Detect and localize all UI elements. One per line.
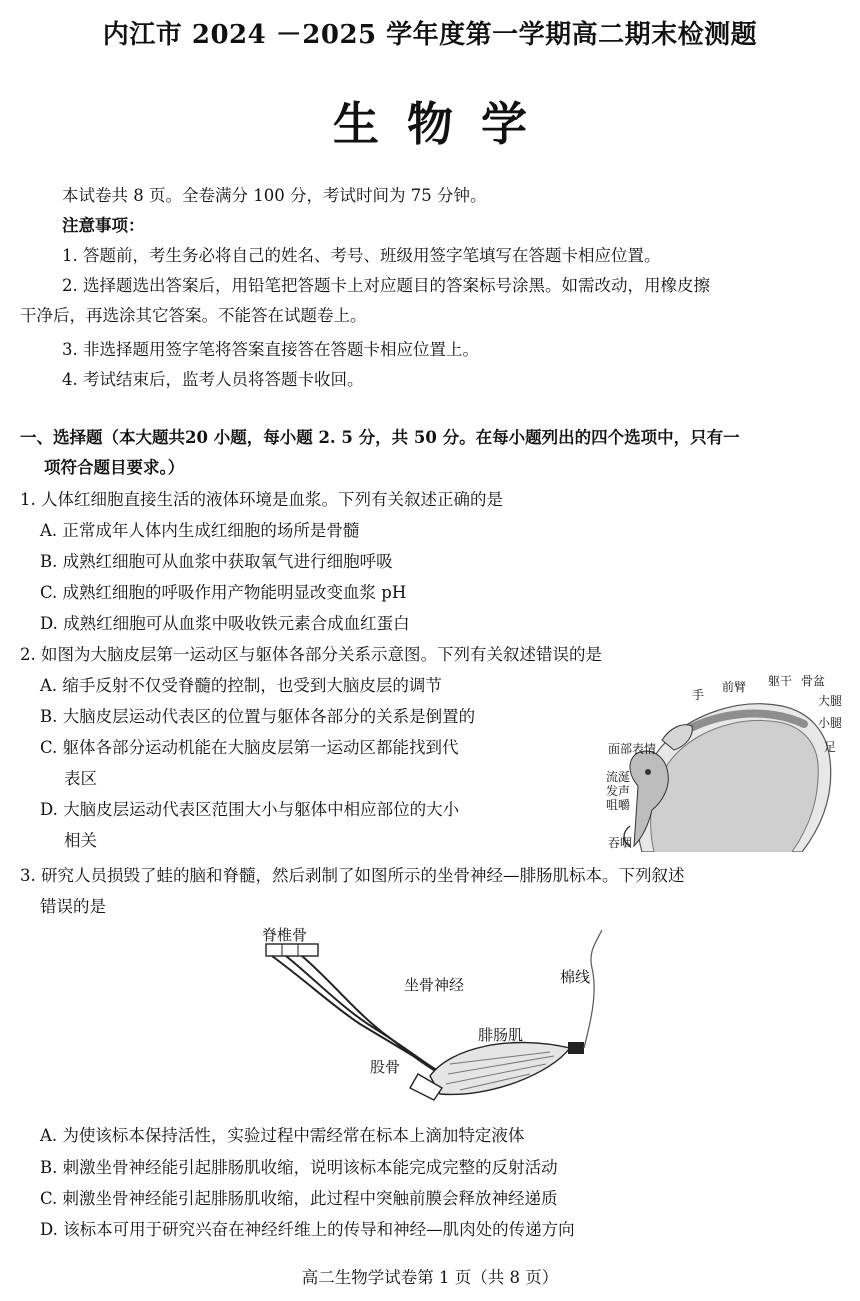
note-4: 4. 考试结束后，监考人员将答题卡收回。 bbox=[62, 370, 364, 389]
label-face: 面部表情 bbox=[608, 742, 657, 756]
label-spine: 脊椎骨 bbox=[262, 926, 308, 944]
specimen-illustration bbox=[250, 924, 620, 1114]
label-shank: 小腿 bbox=[818, 716, 843, 730]
q2-option-d-cont: 相关 bbox=[64, 831, 97, 850]
section-heading-cont: 项符合题目要求。） bbox=[44, 458, 185, 477]
label-femur: 股骨 bbox=[370, 1058, 401, 1076]
note-3: 3. 非选择题用签字笔将答案直接答在答题卡相应位置上。 bbox=[62, 340, 479, 359]
q1-option-a: A. 正常成年人体内生成红细胞的场所是骨髓 bbox=[40, 521, 360, 540]
subject-title: 生物学 bbox=[333, 97, 555, 151]
label-pelvis: 骨盆 bbox=[801, 674, 826, 688]
q2-option-b: B. 大脑皮层运动代表区的位置与躯体各部分的关系是倒置的 bbox=[40, 707, 476, 726]
notes-heading: 注意事项： bbox=[62, 216, 145, 235]
page-footer: 高二生物学试卷第 1 页（共 8 页） bbox=[301, 1268, 559, 1287]
label-hand: 手 bbox=[692, 688, 705, 702]
q3-stem: 3. 研究人员损毁了蛙的脑和脊髓，然后剥制了如图所示的坐骨神经—腓肠肌标本。下列叙述 bbox=[20, 866, 685, 885]
brain-section-illustration bbox=[582, 676, 842, 852]
label-swallow: 吞咽 bbox=[608, 836, 633, 850]
q3-option-b: B. 刺激坐骨神经能引起腓肠肌收缩，说明该标本能完成完整的反射活动 bbox=[40, 1158, 558, 1177]
label-thigh: 大腿 bbox=[818, 694, 843, 708]
note-2: 2. 选择题选出答案后，用铅笔把答题卡上对应题目的答案标号涂黑。如需改动，用橡皮擦 bbox=[62, 276, 710, 295]
q3-option-a: A. 为使该标本保持活性，实验过程中需经常在标本上滴加特定液体 bbox=[40, 1126, 525, 1145]
q2-option-d: D. 大脑皮层运动代表区范围大小与躯体中相应部位的大小 bbox=[40, 800, 460, 819]
label-muscle: 腓肠肌 bbox=[478, 1026, 524, 1044]
q3-option-c: C. 刺激坐骨神经能引起腓肠肌收缩，此过程中突触前膜会释放神经递质 bbox=[40, 1189, 558, 1208]
q3-stem-cont: 错误的是 bbox=[40, 897, 106, 916]
q1-option-d: D. 成熟红细胞可从血浆中吸收铁元素合成血红蛋白 bbox=[40, 614, 410, 633]
nerve-muscle-figure bbox=[250, 924, 620, 1114]
exam-title: 内江市 2024 －2025 学年度第一学期高二期末检测题 bbox=[102, 20, 758, 50]
q1-option-c: C. 成熟红细胞的呼吸作用产物能明显改变血浆 pH bbox=[40, 583, 407, 602]
q2-option-c: C. 躯体各部分运动机能在大脑皮层第一运动区都能找到代 bbox=[40, 738, 459, 757]
label-sciatic-nerve: 坐骨神经 bbox=[404, 976, 465, 994]
q3-option-d: D. 该标本可用于研究兴奋在神经纤维上的传导和神经—肌肉处的传递方向 bbox=[40, 1220, 575, 1239]
q1-stem: 1. 人体红细胞直接生活的液体环境是血浆。下列有关叙述正确的是 bbox=[20, 490, 503, 509]
q2-stem: 2. 如图为大脑皮层第一运动区与躯体各部分关系示意图。下列有关叙述错误的是 bbox=[20, 645, 602, 664]
label-trunk: 躯干 bbox=[768, 674, 793, 688]
label-foot: 足 bbox=[824, 740, 837, 754]
label-thread: 棉线 bbox=[560, 968, 591, 986]
q1-option-b: B. 成熟红细胞可从血浆中获取氧气进行细胞呼吸 bbox=[40, 552, 393, 571]
intro-line: 本试卷共 8 页。全卷满分 100 分，考试时间为 75 分钟。 bbox=[62, 186, 487, 205]
label-chew: 咀嚼 bbox=[606, 798, 631, 812]
note-1: 1. 答题前，考生务必将自己的姓名、考号、班级用签字笔填写在答题卡相应位置。 bbox=[62, 246, 661, 265]
motor-cortex-figure bbox=[582, 676, 842, 852]
q2-option-a: A. 缩手反射不仅受脊髓的控制，也受到大脑皮层的调节 bbox=[40, 676, 442, 695]
note-2-cont: 干净后，再选涂其它答案。不能答在试题卷上。 bbox=[20, 306, 367, 325]
label-drool: 流涎 bbox=[606, 770, 631, 784]
q2-option-c-cont: 表区 bbox=[64, 769, 97, 788]
label-voice: 发声 bbox=[606, 784, 631, 798]
label-forearm: 前臂 bbox=[722, 680, 747, 694]
section-heading: 一、选择题（本大题共20 小题，每小题 2. 5 分，共 50 分。在每小题列出的四个选项中，只有一 bbox=[20, 428, 740, 447]
